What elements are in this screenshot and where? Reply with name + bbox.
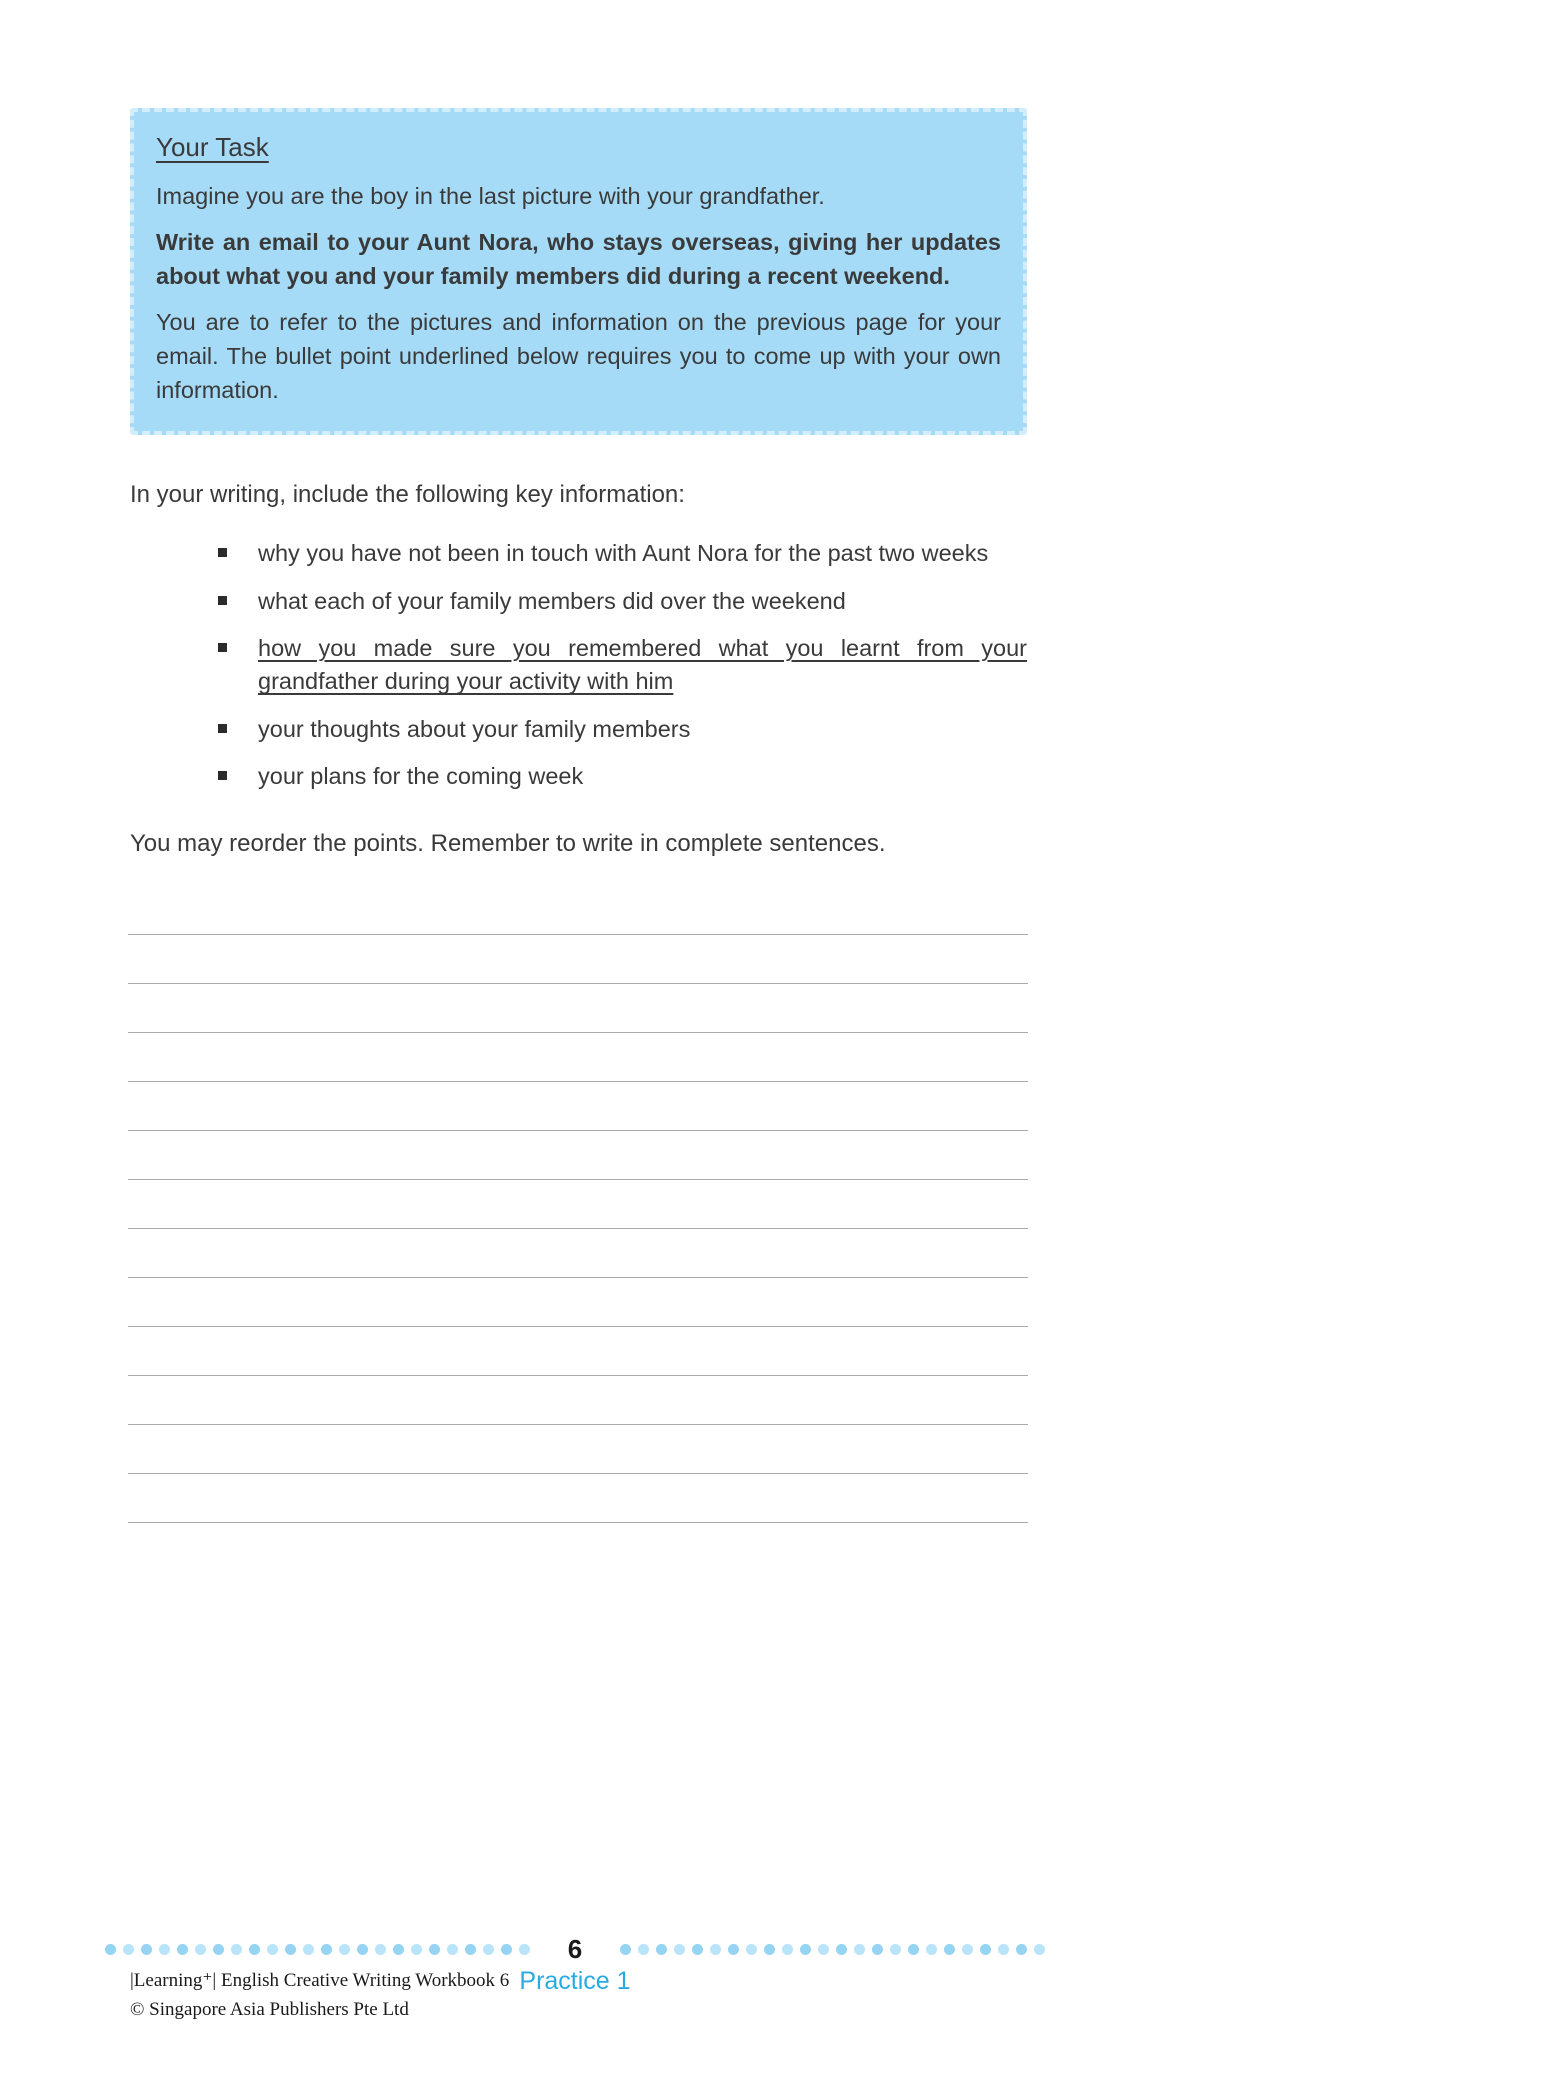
page-number: 6 bbox=[567, 1934, 583, 1964]
footer-dot-icon bbox=[800, 1944, 811, 1955]
footer-dot-icon bbox=[1016, 1944, 1027, 1955]
key-info-item bbox=[130, 537, 1027, 570]
footer-dot-icon bbox=[357, 1944, 368, 1955]
key-info-item bbox=[130, 632, 1027, 699]
writing-line bbox=[128, 1229, 1028, 1278]
key-info-list bbox=[130, 537, 1027, 793]
footer-dot-icon bbox=[926, 1944, 937, 1955]
footer-dot-icon bbox=[519, 1944, 530, 1955]
footer-dot-icon bbox=[710, 1944, 721, 1955]
footer-dot-icon bbox=[836, 1944, 847, 1955]
imprint bbox=[105, 1967, 519, 2024]
task-detail-text: You are to refer to the pictures and information on the previous page for your email. The bullet point underlined below requires you to come up with your own information. bbox=[156, 309, 1001, 404]
footer-dot-icon bbox=[980, 1944, 991, 1955]
footer-dot-icon bbox=[195, 1944, 206, 1955]
footer-dot-icon bbox=[393, 1944, 404, 1955]
footer-dot-icon bbox=[483, 1944, 494, 1955]
footer-dot-icon bbox=[375, 1944, 386, 1955]
footer-dot-icon bbox=[998, 1944, 1009, 1955]
key-info-item bbox=[130, 585, 1027, 618]
reorder-note: You may reorder the points. Remember to write in complete sentences. bbox=[130, 829, 886, 857]
key-info-item bbox=[130, 713, 1027, 746]
footer-dot-icon bbox=[411, 1944, 422, 1955]
writing-line bbox=[128, 1131, 1028, 1180]
footer-dot-icon bbox=[429, 1944, 440, 1955]
imprint-line2: © Singapore Asia Publishers Pte Ltd bbox=[130, 1998, 409, 2020]
key-info-text: your thoughts about your family members bbox=[258, 715, 691, 742]
key-info-text: why you have not been in touch with Aunt Nora for the past two weeks bbox=[258, 540, 989, 567]
footer-dot-icon bbox=[303, 1944, 314, 1955]
task-instruction-text: Write an email to your Aunt Nora, who stays overseas, giving her updates about what you and your family members did during a recent weekend. bbox=[156, 229, 1001, 290]
writing-line bbox=[128, 1425, 1028, 1474]
bullet-square-icon bbox=[218, 643, 227, 652]
key-info-intro: In your writing, include the following key information: bbox=[130, 481, 685, 509]
key-info-text: what each of your family members did over the weekend bbox=[258, 587, 846, 614]
footer-dot-icon bbox=[105, 1944, 116, 1955]
footer-dot-icon bbox=[674, 1944, 685, 1955]
writing-area bbox=[128, 886, 1028, 1523]
writing-line bbox=[128, 1180, 1028, 1229]
footer-dot-icon bbox=[890, 1944, 901, 1955]
footer-dot-icon bbox=[231, 1944, 242, 1955]
writing-line bbox=[128, 1278, 1028, 1327]
bullet-square-icon bbox=[218, 548, 227, 557]
footer-dot-icon bbox=[267, 1944, 278, 1955]
footer-dot-icon bbox=[321, 1944, 332, 1955]
key-info-text: how you made sure you remembered what you learnt from your grandfather during your activity with him bbox=[258, 635, 1027, 695]
bullet-square-icon bbox=[218, 724, 227, 733]
footer-dot-icon bbox=[285, 1944, 296, 1955]
footer-dot-icon bbox=[159, 1944, 170, 1955]
footer-dot-icon bbox=[638, 1944, 649, 1955]
task-box bbox=[130, 108, 1027, 435]
footer-dot-icon bbox=[872, 1944, 883, 1955]
key-info-item bbox=[130, 760, 1027, 793]
task-intro-text: Imagine you are the boy in the last picture with your grandfather. bbox=[156, 183, 825, 209]
bullet-square-icon bbox=[218, 596, 227, 605]
key-info-text: your plans for the coming week bbox=[258, 763, 584, 790]
footer-dot-icon bbox=[854, 1944, 865, 1955]
writing-line bbox=[128, 1474, 1028, 1523]
footer-bottom-row bbox=[105, 1967, 1045, 2024]
footer-dot-icon bbox=[123, 1944, 134, 1955]
task-heading: Your Task bbox=[156, 132, 269, 162]
footer-dot-icon bbox=[339, 1944, 350, 1955]
footer-dot-icon bbox=[764, 1944, 775, 1955]
footer-dot-icon bbox=[962, 1944, 973, 1955]
writing-line bbox=[128, 1327, 1028, 1376]
footer-dots-right bbox=[608, 1944, 1045, 1955]
page-content bbox=[130, 108, 1027, 1523]
footer-dot-icon bbox=[818, 1944, 829, 1955]
footer-dot-icon bbox=[447, 1944, 458, 1955]
bullet-square-icon bbox=[218, 771, 227, 780]
writing-line bbox=[128, 1376, 1028, 1425]
imprint-line1: |Learning⁺| English Creative Writing Workbook 6 bbox=[130, 1970, 510, 1991]
footer-dots-row bbox=[105, 1936, 1045, 1962]
footer-dot-icon bbox=[782, 1944, 793, 1955]
footer-dot-icon bbox=[177, 1944, 188, 1955]
writing-line bbox=[128, 984, 1028, 1033]
footer-dot-icon bbox=[465, 1944, 476, 1955]
footer-dot-icon bbox=[656, 1944, 667, 1955]
footer-dot-icon bbox=[728, 1944, 739, 1955]
writing-line bbox=[128, 886, 1028, 935]
writing-line bbox=[128, 935, 1028, 984]
page-footer bbox=[105, 1936, 1045, 2024]
footer-dot-icon bbox=[908, 1944, 919, 1955]
footer-dot-icon bbox=[213, 1944, 224, 1955]
practice-label: Practice 1 bbox=[519, 1967, 631, 1995]
footer-dot-icon bbox=[944, 1944, 955, 1955]
writing-line bbox=[128, 1082, 1028, 1131]
footer-dot-icon bbox=[249, 1944, 260, 1955]
footer-dot-icon bbox=[692, 1944, 703, 1955]
footer-dot-icon bbox=[1034, 1944, 1045, 1955]
footer-dot-icon bbox=[746, 1944, 757, 1955]
footer-dot-icon bbox=[141, 1944, 152, 1955]
footer-dot-icon bbox=[501, 1944, 512, 1955]
footer-dots-left bbox=[105, 1944, 542, 1955]
footer-dot-icon bbox=[620, 1944, 631, 1955]
writing-line bbox=[128, 1033, 1028, 1082]
